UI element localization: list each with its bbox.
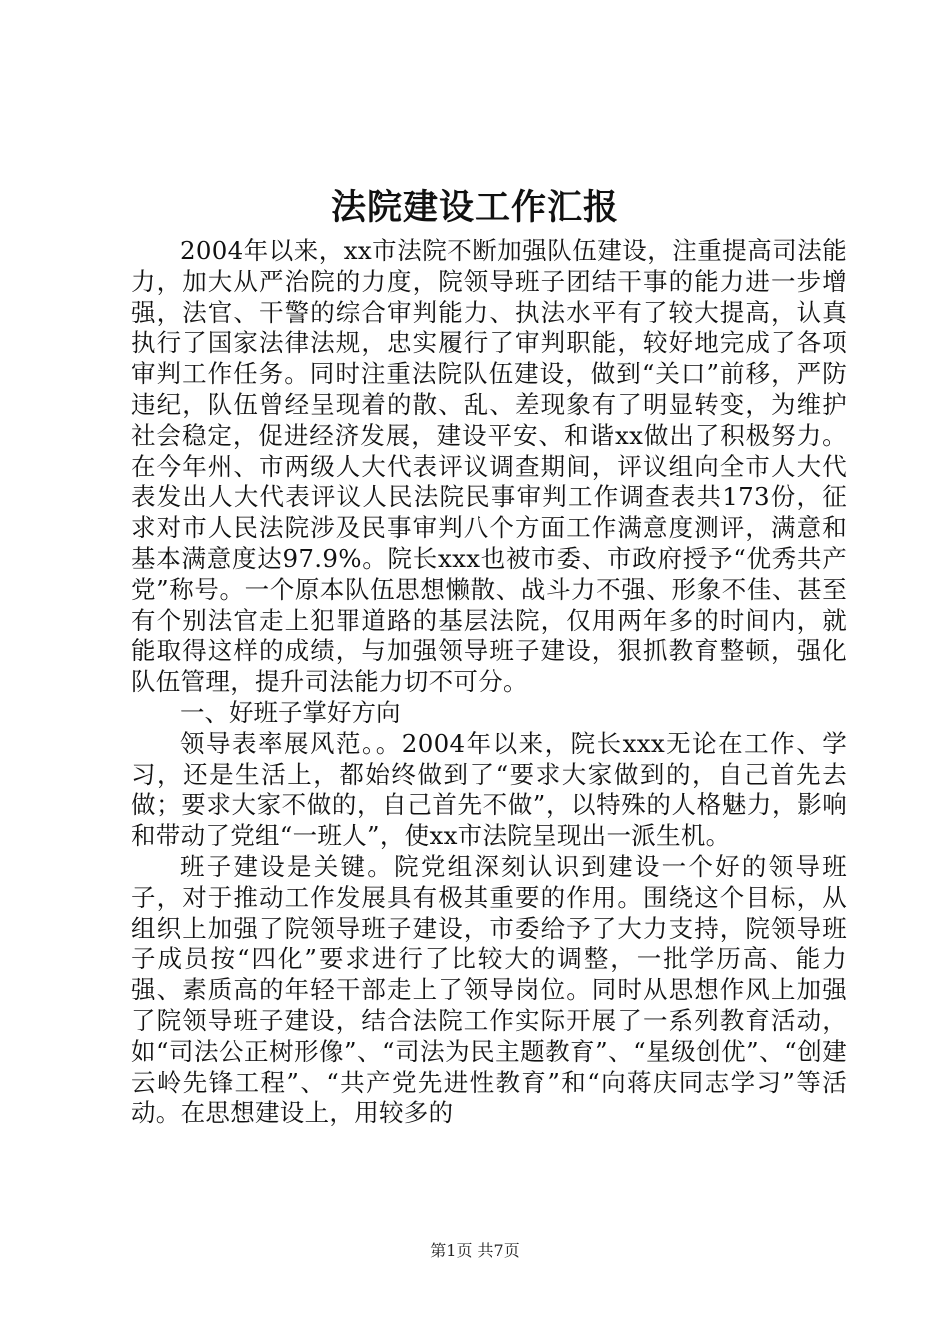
paragraph-team-building: 班子建设是关键。院党组深刻认识到建设一个好的领导班子，对于推动工作发展具有极其重要的作用。围绕这个目标，从组织上加强了院领导班子建设，市委给予了大力支持，院领导班子成员按“四化”要求进行了比较大的调整，一批学历高、能力强、素质高的年轻干部走上了领导岗位。同时从思想作风上加强了院领导班子建设，结合法院工作实际开展了一系列教育活动，如“司法公正树形像”、“司法为民主题教育”、“星级创优”、“创建云岭先锋工程”、“共产党先进性教育”和“向蒋庆同志学习”等活动。在思想建设上，用较多的 xyxy=(131,851,847,1128)
section-heading: 一、好班子掌好方向 xyxy=(180,697,401,727)
document-body xyxy=(131,236,847,1129)
paragraph-intro: 2004年以来，xx市法院不断加强队伍建设，注重提高司法能力，加大从严治院的力度，院领导班子团结干事的能力进一步增强，法官、干警的综合审判能力、执法水平有了较大提高，认真执行了国家法律法规，忠实履行了审判职能，较好地完成了各项审判工作任务。同时注重法院队伍建设，做到“关口”前移，严防违纪，队伍曾经呈现着的散、乱、差现象有了明显转变，为维护社会稳定，促进经济发展，建设平安、和谐xx做出了积极努力。在今年州、市两级人大代表评议调查期间，评议组向全市人大代表发出人大代表评议人民法院民事审判工作调查表共173份，征求对市人民法院涉及民事审判八个方面工作满意度测评，满意和基本满意度达97.9%。院长xxx也被市委、市政府授予“优秀共产党”称号。一个原本队伍思想懒散、战斗力不强、形象不佳、甚至有个别法官走上犯罪道路的基层法院，仅用两年多的时间内，就能取得这样的成绩，与加强领导班子建设，狠抓教育整顿，强化队伍管理，提升司法能力切不可分。 xyxy=(131,236,847,697)
paragraph-leadership: 领导表率展风范。。2004年以来，院长xxx无论在工作、学习，还是生活上，都始终做到了“要求大家做到的，自己首先去做；要求大家不做的，自己首先不做”，以特殊的人格魅力，影响和带动了党组“一班人”，使xx市法院呈现出一派生机。 xyxy=(131,728,847,851)
page-number: 第1页 共7页 xyxy=(430,1241,520,1260)
document-title: 法院建设工作汇报 xyxy=(330,187,619,228)
